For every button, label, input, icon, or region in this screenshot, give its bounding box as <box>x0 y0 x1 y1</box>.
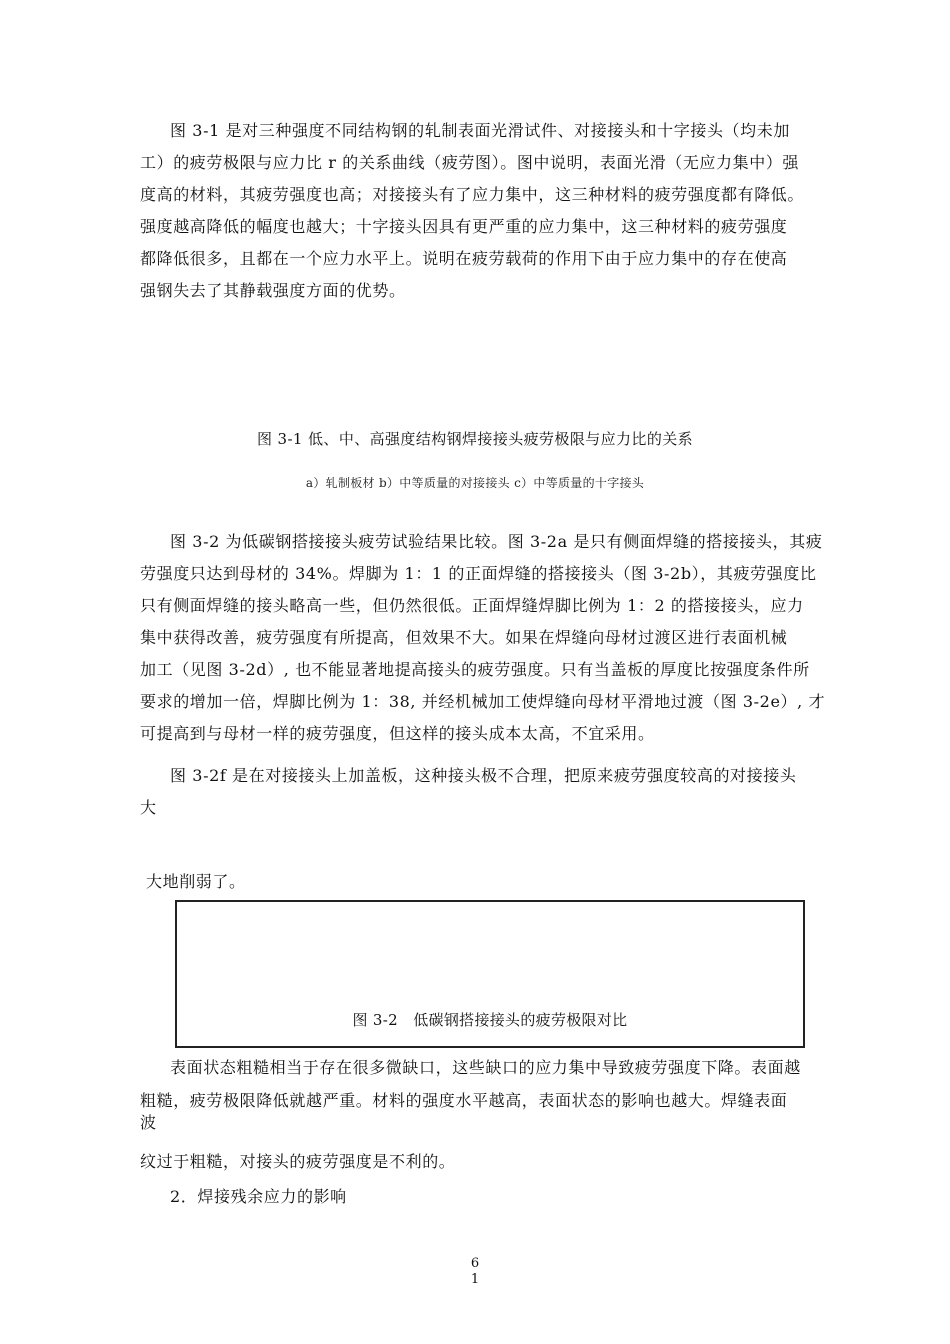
text-line: 图 3-2 为低碳钢搭接接头疲劳试验结果比较。图 3-2a 是只有侧面焊缝的搭接接头，其疲 <box>170 532 823 551</box>
page-number-line: 6 <box>470 1256 480 1271</box>
text-line: 波 <box>140 1113 157 1132</box>
paragraph-lap-joint-tests <box>140 526 826 750</box>
paragraph-cover-plate-continuation <box>146 866 826 898</box>
text-line: 加工（见图 3-2d）, 也不能显著地提高接头的疲劳强度。只有当盖板的厚度比按强度条件所 <box>140 660 810 679</box>
text-line: 图 3-2f 是在对接接头上加盖板，这种接头极不合理，把原来疲劳强度较高的对接接头 <box>170 766 797 785</box>
figure-3-2-frame <box>175 900 805 1048</box>
text-line: 工）的疲劳极限与应力比 r 的关系曲线（疲劳图）。图中说明，表面光滑（无应力集中）强 <box>140 153 800 172</box>
text-line: 劳强度只达到母材的 34%。焊脚为 1：1 的正面焊缝的搭接接头（图 3-2b），其疲劳强度比 <box>140 564 817 583</box>
text-line: 粗糙，疲劳极限降低就越严重。材料的强度水平越高，表面状态的影响也越大。焊缝表面 <box>140 1091 788 1110</box>
paragraph-cover-plate <box>140 760 820 824</box>
page-number <box>0 1256 950 1288</box>
page-number-line: 1 <box>470 1272 480 1287</box>
text-line: 图 3-1 是对三种强度不同结构钢的轧制表面光滑试件、对接接头和十字接头（均未加 <box>170 121 790 140</box>
text-line: 强钢失去了其静载强度方面的优势。 <box>140 281 406 300</box>
figure-3-1-caption: 图 3-1 低、中、高强度结构钢焊接接头疲劳极限与应力比的关系 <box>256 430 694 448</box>
paragraph-surface-roughness <box>140 1052 820 1132</box>
figure-3-1-subcaption: a）轧制板材 b）中等质量的对接接头 c）中等质量的十字接头 <box>305 476 645 490</box>
text-line: 表面状态粗糙相当于存在很多微缺口，这些缺口的应力集中导致疲劳强度下降。表面越 <box>170 1058 801 1077</box>
text-line: 可提高到与母材一样的疲劳强度，但这样的接头成本太高，不宜采用。 <box>140 724 655 743</box>
text-line: 强度越高降低的幅度也越大；十字接头因具有更严重的应力集中，这三种材料的疲劳强度 <box>140 217 788 236</box>
text-line: 都降低很多，且都在一个应力水平上。说明在疲劳载荷的作用下由于应力集中的存在使高 <box>140 249 788 268</box>
text-line: 要求的增加一倍，焊脚比例为 1：38, 并经机械加工使焊缝向母材平滑地过渡（图 3-2e）, 才 <box>140 692 826 711</box>
figure-3-2-caption: 图 3-2 低碳钢搭接接头的疲劳极限对比 <box>352 1011 628 1029</box>
text-line: 集中获得改善，疲劳强度有所提高，但效果不大。如果在焊缝向母材过渡区进行表面机械 <box>140 628 788 647</box>
text-line: 度高的材料，其疲劳强度也高；对接接头有了应力集中，这三种材料的疲劳强度都有降低。 <box>140 185 805 204</box>
text-line: 大地削弱了。 <box>146 872 246 891</box>
paragraph-surface-roughness-continuation <box>140 1146 820 1178</box>
text-line: 纹过于粗糙，对接头的疲劳强度是不利的。 <box>140 1152 456 1171</box>
text-line: 只有侧面焊缝的接头略高一些，但仍然很低。正面焊缝焊脚比例为 1：2 的搭接接头，应力 <box>140 596 804 615</box>
paragraph-fatigue-diagram <box>140 115 820 307</box>
text-line: 大 <box>140 798 157 817</box>
section-heading: 2．焊接残余应力的影响 <box>170 1187 347 1206</box>
